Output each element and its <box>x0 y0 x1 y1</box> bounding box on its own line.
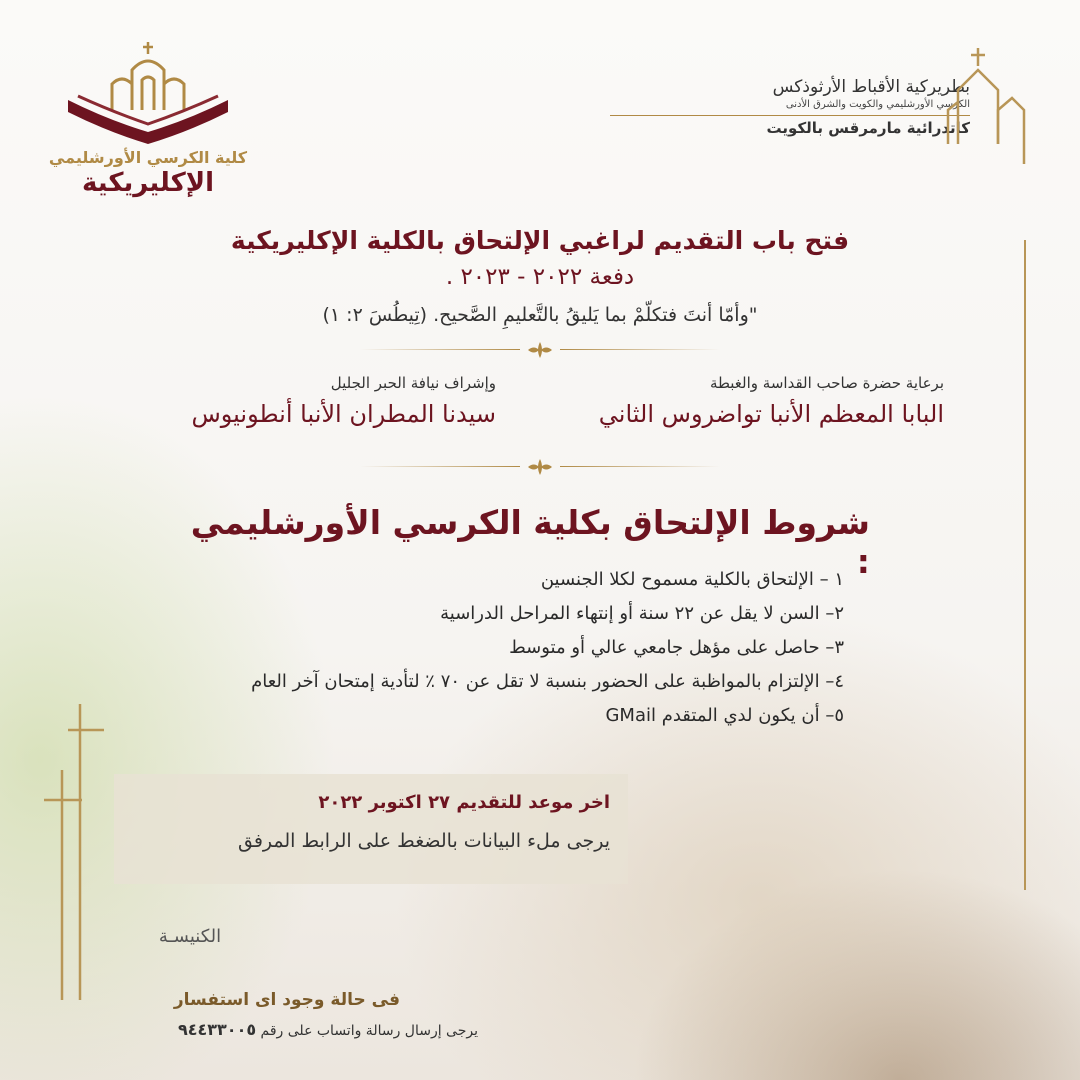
decorative-vertical-line <box>1024 240 1026 890</box>
patron-right-label: برعاية حضرة صاحب القداسة والغبطة <box>709 374 944 392</box>
leaf-ornament-icon <box>525 458 555 476</box>
church-book-icon <box>48 40 248 150</box>
list-item: ٢– السن لا يقل عن ٢٢ سنة أو إنتهاء المراحل الدراسية <box>440 603 844 624</box>
bible-verse: "وأمّا أنتَ فتكلّمْ بما يَليقُ بالتَّعليمِ الصَّحيح. (تِيطُسَ ٢: ١) <box>322 304 758 326</box>
list-item: ٣– حاصل على مؤهل جامعي عالي أو متوسط <box>509 637 844 658</box>
conditions-title: شروط الإلتحاق بكلية الكرسي الأورشليمي : <box>190 503 870 581</box>
list-item: ٤– الإلتزام بالمواظبة على الحضور بنسبة لا تقل عن ٧٠ ٪ لتأدية إمتحان آخر العام <box>251 671 844 692</box>
logo-right-line1: بطريركية الأقباط الأرثوذكس <box>772 77 970 97</box>
patron-bishop <box>136 374 496 428</box>
patron-left-name: سيدنا المطران الأنبا أنطونيوس <box>191 400 496 428</box>
cathedral-outline-icon <box>938 44 1028 164</box>
ornament-divider <box>360 341 720 359</box>
ornament-divider-2 <box>360 458 720 476</box>
leaf-ornament-icon <box>525 341 555 359</box>
whatsapp-contact <box>58 1020 478 1039</box>
announcement-headline: فتح باب التقديم لراغبي الإلتحاق بالكلية الإكليريكية <box>230 226 850 255</box>
logo-left-line1: كلية الكرسي الأورشليمي <box>48 148 248 167</box>
whatsapp-text: يرجى إرسال رسالة واتساب على رقم <box>260 1023 478 1039</box>
whatsapp-number: ٩٤٤٣٣٠٠٥ <box>177 1020 257 1039</box>
batch-year: دفعة ٢٠٢٢ - ٢٠٢٣ . <box>445 264 635 290</box>
logo-left-line2: الإكليريكية <box>81 168 215 198</box>
deadline-box <box>114 774 628 884</box>
church-signature: الكنيسـة <box>158 926 222 947</box>
patriarchate-logo-text <box>610 76 970 140</box>
conditions-list <box>84 563 844 733</box>
list-item: ١ – الإلتحاق بالكلية مسموح لكلا الجنسين <box>540 569 844 590</box>
list-item: ٥– أن يكون لدي المتقدم GMail <box>605 705 844 726</box>
deadline-note: يرجى ملء البيانات بالضغط على الرابط المرفق <box>237 830 610 852</box>
logo-right-line3: كاتدرائية مارمرقس بالكويت <box>766 119 970 137</box>
logo-right-line2: الكرسي الأورشليمي والكويت والشرق الأدنى <box>610 98 970 116</box>
inquiry-label: فى حالة وجود اى استفسار <box>173 990 400 1010</box>
patron-left-label: وإشراف نيافة الحبر الجليل <box>330 374 496 392</box>
patron-right-name: البابا المعظم الأنبا تواضروس الثاني <box>598 400 944 428</box>
cross-icon <box>40 700 130 1000</box>
patron-pope <box>524 374 944 428</box>
deadline-title: اخر موعد للتقديم ٢٧ اكتوبر ٢٠٢٢ <box>318 792 610 813</box>
seminary-logo <box>48 40 248 210</box>
